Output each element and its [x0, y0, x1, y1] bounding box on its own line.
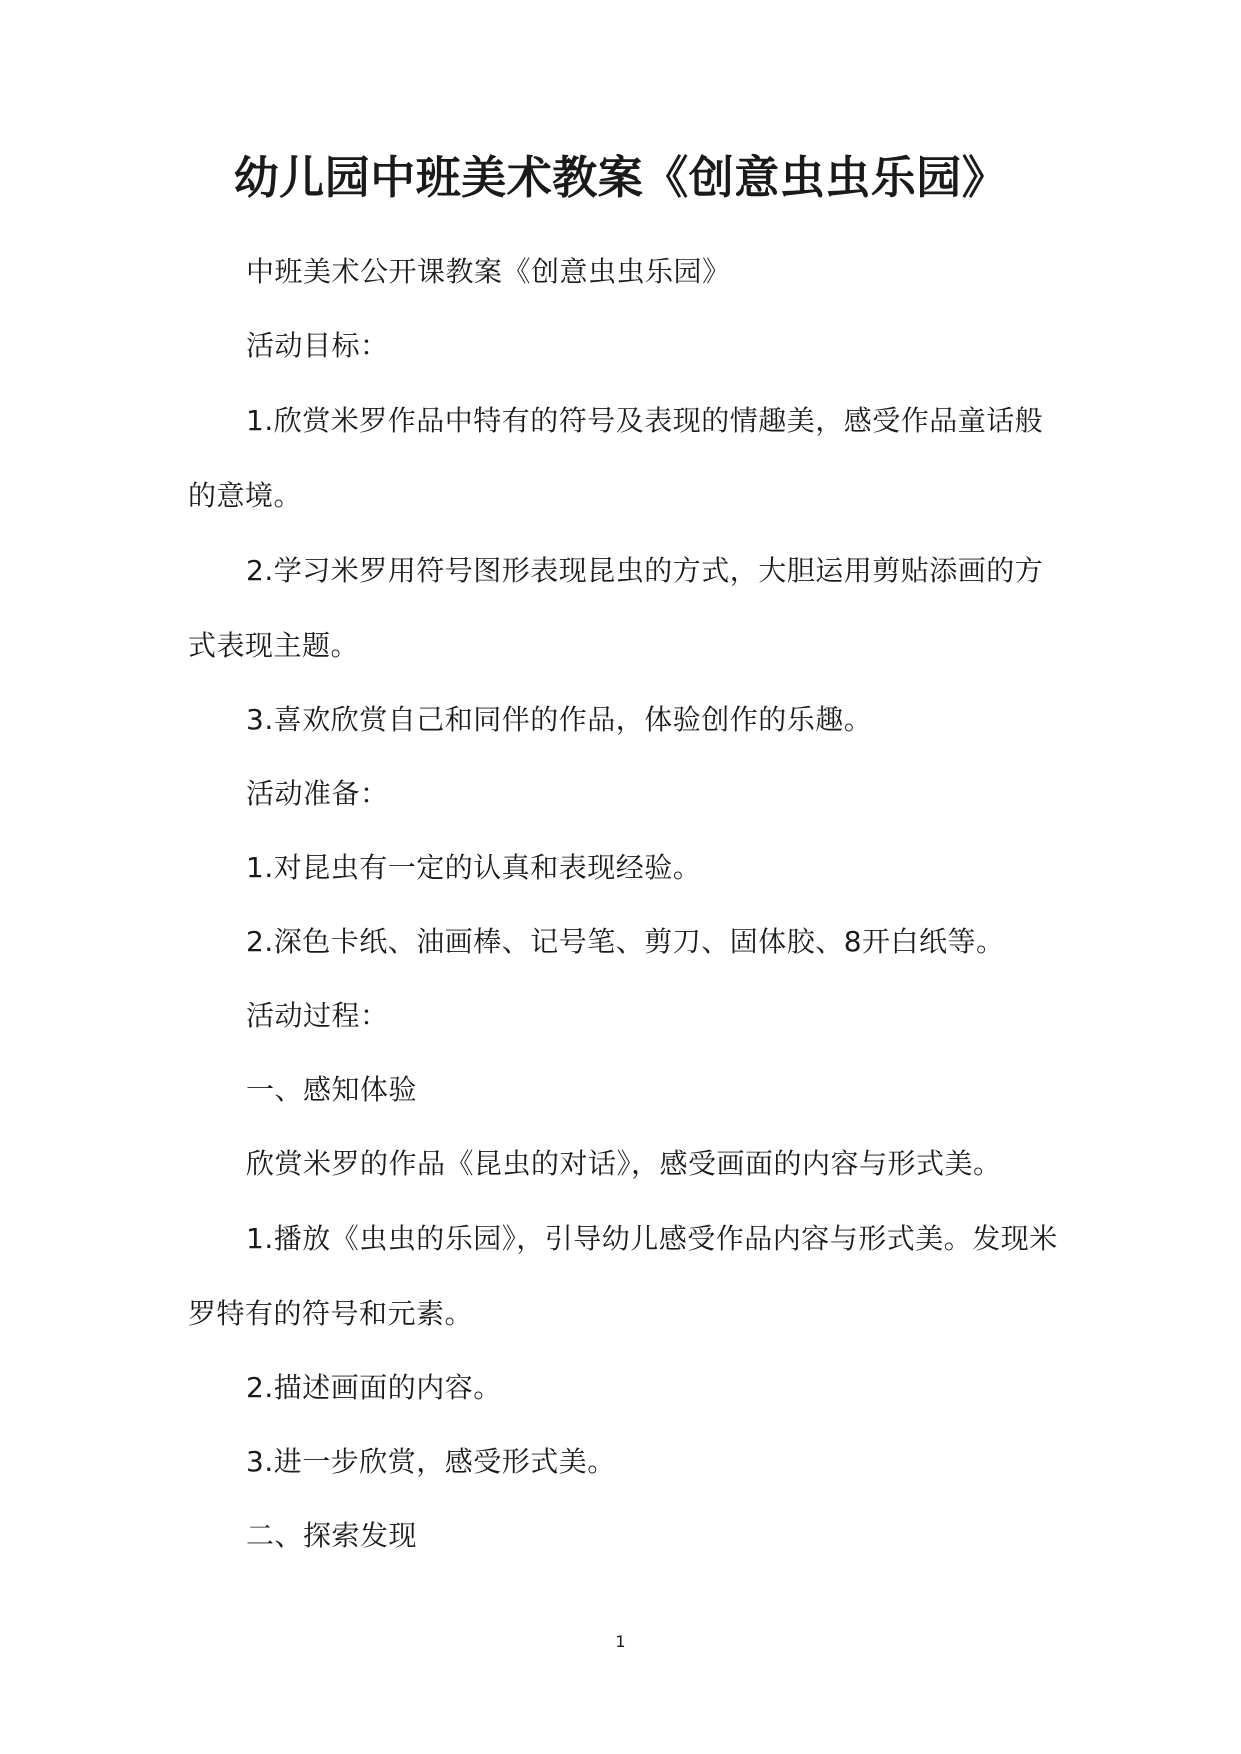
- paragraph-goal-3: 3.喜欢欣赏自己和同伴的作品，体验创作的乐趣。: [246, 703, 873, 736]
- paragraph-appreciate: 欣赏米罗的作品《昆虫的对话》，感受画面的内容与形式美。: [246, 1147, 1002, 1180]
- paragraph-section-1: 一、感知体验: [246, 1073, 418, 1106]
- paragraph-goal-1: 1.欣赏米罗作品中特有的符号及表现的情趣美，感受作品童话般的意境。: [188, 404, 1044, 512]
- page-number: 1: [615, 1632, 626, 1651]
- paragraph-goals-heading: 活动目标：: [246, 329, 389, 362]
- paragraph-step-1: 1.播放《虫虫的乐园》，引导幼儿感受作品内容与形式美。发现米罗特有的符号和元素。: [188, 1222, 1058, 1330]
- paragraph-step-3: 3.进一步欣赏，感受形式美。: [246, 1445, 616, 1478]
- paragraph-prep-1: 1.对昆虫有一定的认真和表现经验。: [246, 851, 702, 884]
- paragraph-section-2: 二、探索发现: [246, 1519, 418, 1552]
- paragraph-goal-2: 2.学习米罗用符号图形表现昆虫的方式，大胆运用剪贴添画的方式表现主题。: [188, 554, 1044, 662]
- paragraph-step-2: 2.描述画面的内容。: [246, 1371, 502, 1404]
- document-title: 幼儿园中班美术教案《创意虫虫乐园》: [233, 151, 1008, 204]
- paragraph-prep-2: 2.深色卡纸、油画棒、记号笔、剪刀、固体胶、8开白纸等。: [246, 925, 1005, 958]
- paragraph-prep-heading: 活动准备：: [246, 777, 389, 810]
- paragraph-subtitle: 中班美术公开课教案《创意虫虫乐园》: [246, 255, 731, 288]
- document-body: [188, 251, 1060, 1589]
- paragraph-process-heading: 活动过程：: [246, 999, 389, 1032]
